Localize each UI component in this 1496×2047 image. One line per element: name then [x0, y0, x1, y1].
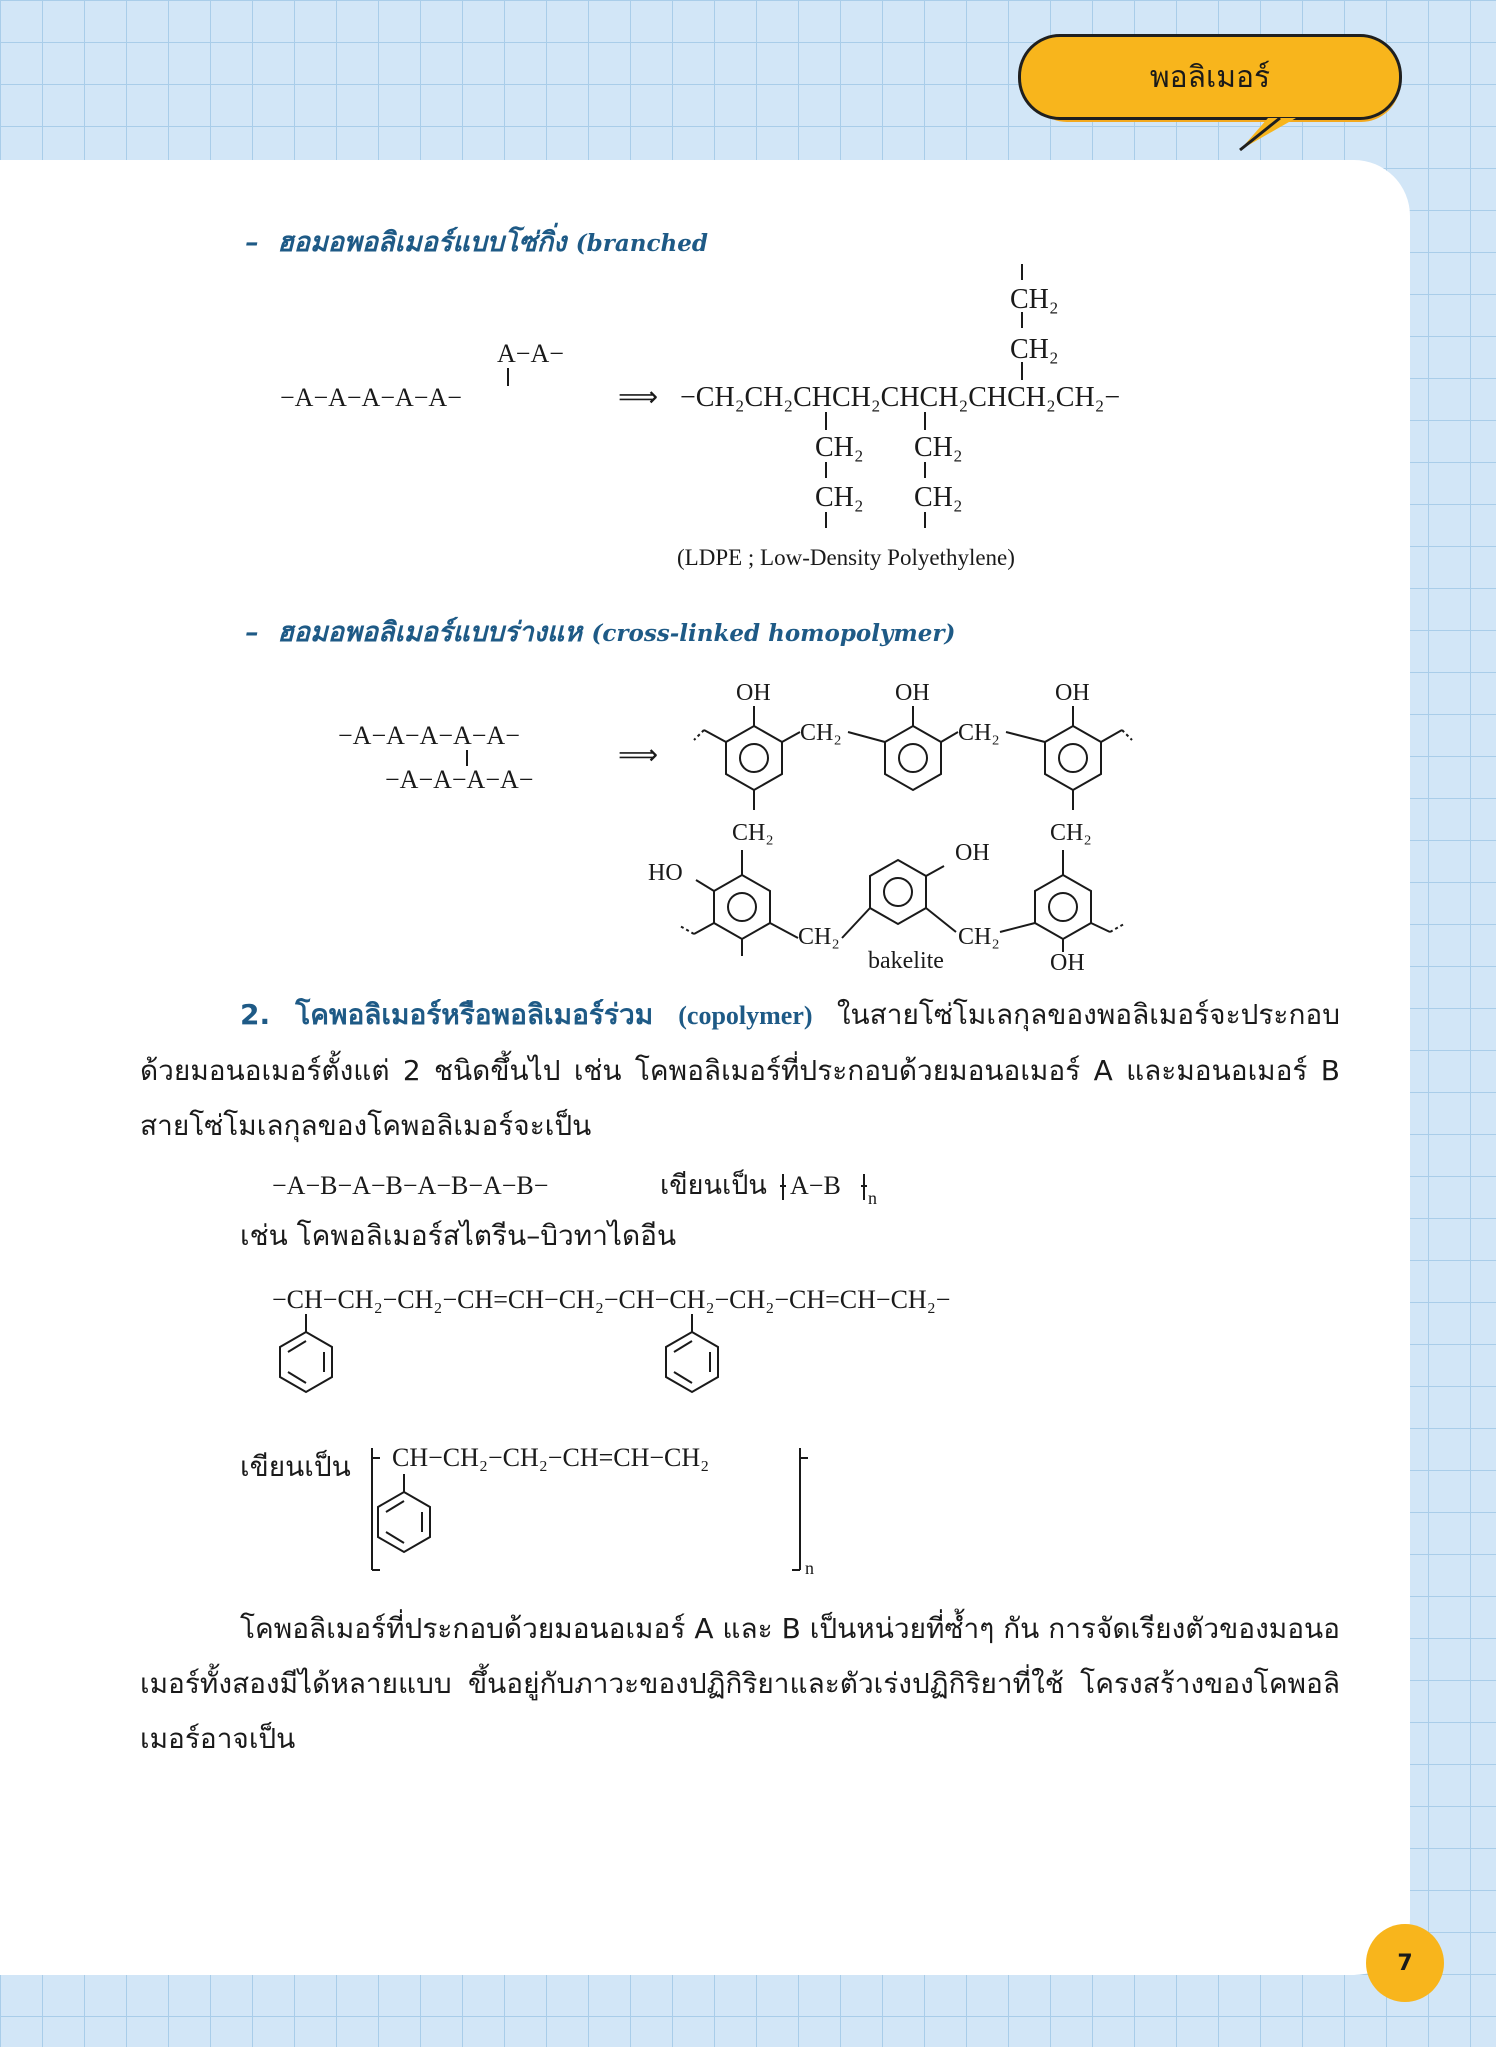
copolymer-body: ในสายโซ่โมเลกุลของพอลิเมอร์จะประกอบด้วยมอนอเมอร์ตั้งแต่ 2 ชนิดขึ้นไป เช่น โคพอลิเมอร์ที่ประกอบด้วยมอนอเมอร์ A และมอนอเมอร์ B สายโซ่โมเลกุลของโคพอลิเมอร์จะเป็น — [140, 998, 1341, 1142]
sbr-chain: −CH−CH₂−CH₂−CH=CH−CH₂−CH−CH₂−CH₂−CH=CH−CH₂− — [272, 1285, 951, 1314]
bakelite-oh-4: OH — [955, 840, 990, 866]
ab-chain: −A−B−A−B−A−B−A−B− — [272, 1171, 549, 1200]
crosslink-generic-line2: −A−A−A−A− — [385, 765, 534, 794]
ldpe-chain: −CH₂CH₂CHCH₂CHCH₂CHCH₂CH₂− — [680, 382, 1121, 413]
heading-branched-bullet: – — [245, 227, 259, 258]
ldpe-bottom1-ch2-b: CH₂ — [815, 482, 864, 513]
bakelite-ch2-2: CH₂ — [958, 720, 1000, 746]
ring-top-3-inner — [1059, 744, 1087, 772]
repeat-unit: CH−CH₂−CH₂−CH=CH−CH₂ — [392, 1443, 710, 1472]
ldpe-bottom2-ch2-b: CH₂ — [914, 482, 963, 513]
ring-top-1 — [726, 726, 782, 790]
bakelite-diagram — [0, 670, 1496, 990]
bakelite-ch2-1: CH₂ — [800, 720, 842, 746]
bakelite-oh-3: OH — [1055, 680, 1090, 706]
bakelite-ch2-3: CH₂ — [732, 820, 774, 846]
ab-subscript-n: n — [868, 1188, 877, 1208]
example-label: เช่น โคพอลิเมอร์สไตรีน–บิวทาไดอีน — [240, 1219, 677, 1252]
heading-branched-en: (branched — [575, 230, 708, 257]
ab-repeat: A−B — [790, 1171, 841, 1200]
ldpe-top-ch2-b: CH₂ — [1010, 334, 1059, 365]
ring-top-3 — [1045, 726, 1101, 790]
heading-crosslinked-en: (cross-linked homopolymer) — [591, 620, 956, 647]
heading-crosslinked-bullet: – — [245, 617, 259, 648]
copolymer-lead — [240, 998, 813, 1031]
branched-generic-branch: A−A− — [497, 339, 564, 368]
ring-top-2 — [885, 726, 941, 790]
ring-bottom-3 — [1035, 875, 1091, 939]
chapter-tag-label: พอลิเมอร์ — [1018, 34, 1402, 120]
crosslink-generic-line1: −A−A−A−A−A− — [338, 721, 520, 750]
branched-arrow: ⟹ — [618, 382, 659, 413]
repeat-written-as: เขียนเป็น — [240, 1450, 351, 1483]
sbr-chain-diagram — [0, 1270, 1496, 1400]
ring-bottom-3-inner — [1049, 893, 1077, 921]
closing-paragraph: โคพอลิเมอร์ที่ประกอบด้วยมอนอเมอร์ A และ B เป็นหน่วยที่ซ้ำๆ กัน การจัดเรียงตัวของมอนอเมอร์ทั้งสองมีได้หลายแบบ ขึ้นอยู่กับภาวะของปฏิกิริยาและตัวเร่งปฏิกิริยาที่ใช้ โครงสร้างของโคพอลิเมอร์อาจเป็น — [140, 1612, 1340, 1755]
ring-bottom-2-inner — [884, 878, 912, 906]
page-number: 7 — [1366, 1924, 1444, 2002]
copolymer-paragraph — [140, 987, 1340, 1153]
bakelite-oh-2: OH — [895, 680, 930, 706]
bakelite-label: bakelite — [868, 948, 944, 974]
bakelite-oh-5: OH — [1050, 950, 1085, 976]
copolymer-lead-th: 2. โคพอลิเมอร์หรือพอลิเมอร์ร่วม — [240, 998, 654, 1031]
branched-generic-main: −A−A−A−A−A− — [280, 383, 462, 412]
chapter-tag-pointer — [1018, 34, 1402, 154]
ring-bottom-1-inner — [728, 893, 756, 921]
ring-top-1-inner — [740, 744, 768, 772]
ldpe-top-ch2-a: CH₂ — [1010, 284, 1059, 315]
bakelite-ho: HO — [648, 860, 683, 886]
repeat-unit-diagram — [0, 1430, 1496, 1580]
branched-diagram — [0, 250, 1496, 580]
bakelite-arrow: ⟹ — [618, 740, 659, 771]
bakelite-oh-1: OH — [736, 680, 771, 706]
ring-top-2-inner — [899, 744, 927, 772]
ldpe-bottom1-ch2-a: CH₂ — [815, 432, 864, 463]
ab-written-as: เขียนเป็น — [660, 1170, 767, 1200]
heading-crosslinked-th: ฮอมอพอลิเมอร์แบบร่างแห — [277, 617, 583, 648]
bakelite-ch2-6: CH₂ — [958, 924, 1000, 950]
heading-crosslinked — [245, 610, 955, 653]
heading-branched-th: ฮอมอพอลิเมอร์แบบโซ่กิ่ง — [277, 227, 567, 258]
chapter-tag — [1018, 34, 1402, 124]
copolymer-lead-en: (copolymer) — [678, 1001, 813, 1030]
ldpe-caption: (LDPE ; Low-Density Polyethylene) — [677, 545, 1015, 570]
ab-chain-formula — [0, 1160, 1496, 1220]
bakelite-ch2-5: CH₂ — [798, 924, 840, 950]
ring-bottom-2 — [870, 860, 926, 924]
bakelite-ch2-4: CH₂ — [1050, 820, 1092, 846]
ldpe-bottom2-ch2-a: CH₂ — [914, 432, 963, 463]
ring-bottom-1 — [714, 875, 770, 939]
repeat-subscript-n: n — [805, 1558, 814, 1578]
